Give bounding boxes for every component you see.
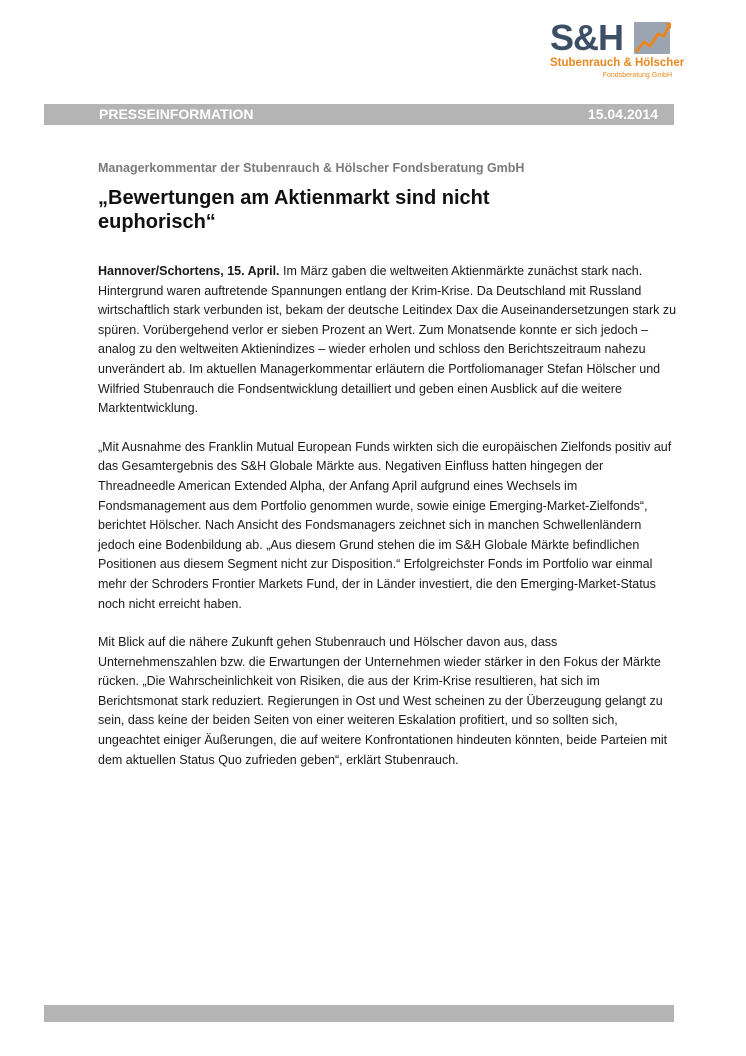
article (98, 160, 678, 770)
paragraph-3: Mit Blick auf die nähere Zukunft gehen Stubenrauch und Hölscher davon aus, dass Unternehmenszahlen bzw. die Erwartungen der Unternehmen wieder stärker in den Fokus der Märkte rücken. „Die Wahrscheinlichkeit von Risiken, die aus der Krim-Krise resultieren, hat sich im Berichtsmonat stark reduziert. Regierungen in Ost und West scheinen zu der Überzeugung gelangt zu sein, dass keine der beiden Seiten von einer weiteren Eskalation profitiert, und so sollten sich, ungeachtet einiger Äußerungen, die auf weitere Konfrontationen hindeuten könnten, beide Parteien mit dem aktuellen Status Quo zufrieden geben“, erklärt Stubenrauch. (98, 635, 668, 767)
footer-bar (44, 1005, 674, 1022)
logo-mark: S&H (550, 17, 624, 58)
logo-company-sub: Fondsberatung GmbH (602, 72, 672, 79)
paragraph-2: „Mit Ausnahme des Franklin Mutual European Funds wirkten sich die europäischen Zielfonds positiv auf das Gesamtergebnis des S&H Globale Märkte aus. Negativen Einfluss hatten hingegen der Threadneedle American Extended Alpha, der Anfang April aufgrund eines Wechsels im Fondsmanagement aus dem Portfolio genommen wurde, sowie einige Emerging-Market-Zielfonds“, berichtet Hölscher. Nach Ansicht des Fondsmanagers zeichnet sich in manchen Schwellenländern jedoch eine Bodenbildung ab. „Aus diesem Grund stehen die im S&H Globale Märkte befindlichen Positionen aus diesem Segment nicht zur Disposition.“ Erfolgreichster Fonds im Portfolio war einmal mehr der Schroders Frontier Markets Fund, der in Länder investiert, die den Emerging-Market-Status noch nicht erreicht haben. (98, 439, 672, 611)
article-subtitle: Managerkommentar der Stubenrauch & Hölscher Fondsberatung GmbH (98, 161, 525, 175)
dateline: Hannover/Schortens, 15. April. (98, 264, 280, 278)
press-info-bar (44, 104, 674, 125)
company-logo (546, 17, 685, 84)
headline-line-1: „Bewertungen am Aktienmarkt sind nicht (98, 187, 490, 209)
press-info-date: 15.04.2014 (587, 106, 658, 122)
logo-company-name: Stubenrauch & Hölscher (550, 57, 685, 69)
paragraph-1 (98, 262, 678, 419)
article-headline (98, 186, 678, 234)
rising-chart-icon (632, 20, 672, 56)
paragraph-1-body: Im März gaben die weltweiten Aktienmärkte zunächst stark nach. Hintergrund waren auftretende Spannungen entlang der Krim-Krise. Da Deutschland mit Russland wirtschaftlich stark verbunden ist, bekam der deutsche Leitindex Dax die Auseinandersetzungen stark zu spüren. Vorübergehend verlor er sieben Prozent an Wert. Zum Monatsende konnte er sich jedoch – analog zu den weltweiten Aktienindizes – wieder erholen und schloss den Berichtszeitraum nahezu unverändert ab. Im aktuellen Managerkommentar erläutern die Portfoliomanager Stefan Hölscher und Wilfried Stubenrauch die Fondsentwicklung detailliert und geben einen Ausblick auf die weitere Marktentwicklung. (98, 264, 677, 416)
press-info-title: PRESSEINFORMATION (99, 106, 254, 122)
headline-line-2: euphorisch“ (98, 211, 216, 233)
